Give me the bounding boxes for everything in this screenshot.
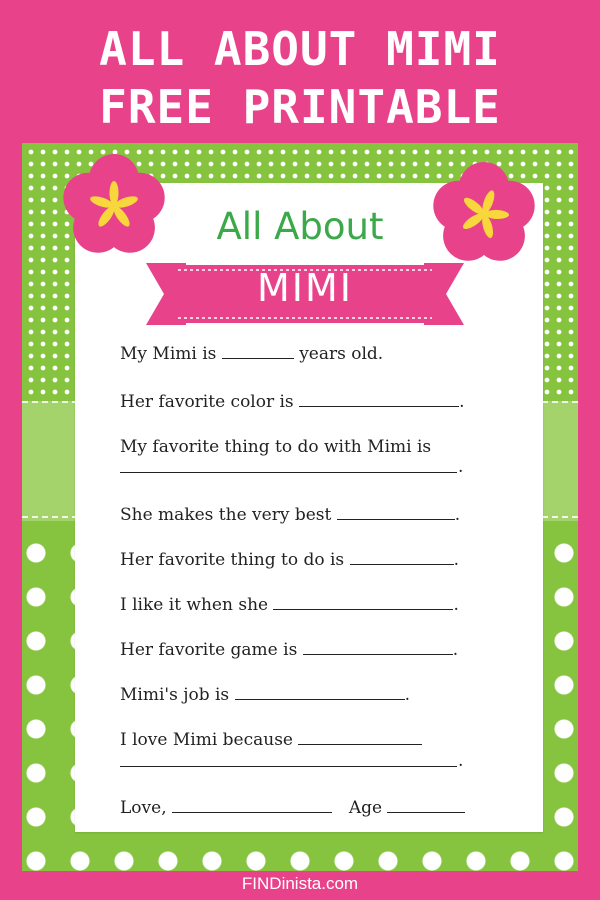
like-when-blank[interactable] — [273, 608, 453, 610]
banner-title-line-1: ALL ABOUT MIMI — [99, 22, 501, 76]
ribbon-name: MIMI — [257, 266, 353, 310]
prompt-thing-with — [120, 437, 431, 457]
period: . — [458, 751, 464, 771]
makes-best-blank[interactable] — [337, 518, 455, 520]
age-blank[interactable] — [222, 357, 294, 359]
prompt-love-because — [120, 730, 422, 750]
prompt-color-label: Her favorite color is — [120, 392, 294, 412]
flower-icon — [428, 158, 540, 270]
prompt-like-when-label: I like it when she — [120, 595, 269, 615]
favorite-thing-blank[interactable] — [350, 563, 454, 565]
prompt-favorite-game-label: Her favorite game is — [120, 640, 298, 660]
prompt-favorite-thing-label: Her favorite thing to do is — [120, 550, 345, 570]
love-because-blank[interactable] — [298, 743, 422, 745]
age-label: Age — [348, 798, 383, 818]
banner-title-line-2: FREE PRINTABLE — [99, 80, 501, 134]
prompt-age-label: My Mimi is — [120, 344, 217, 364]
prompt-favorite-game — [120, 640, 458, 660]
love-name-blank[interactable] — [172, 811, 332, 813]
prompt-age — [120, 344, 383, 364]
favorite-game-blank[interactable] — [303, 653, 453, 655]
thing-with-blank[interactable] — [120, 472, 457, 473]
love-label: Love, — [120, 798, 167, 818]
period: . — [458, 457, 464, 477]
period: . — [452, 640, 459, 660]
prompt-thing-with-label: My favorite thing to do with Mimi is — [120, 437, 432, 457]
sheet-heading: All About — [216, 205, 384, 248]
period: . — [404, 685, 410, 705]
prompt-makes-best — [120, 505, 460, 525]
love-because-second-blank[interactable] — [120, 766, 457, 767]
prompt-job — [120, 685, 410, 705]
prompt-makes-best-label: She makes the very best — [120, 505, 332, 525]
signature-age-blank[interactable] — [387, 811, 465, 813]
footer-site: FINDinista.com — [241, 874, 359, 893]
color-blank[interactable] — [299, 405, 459, 407]
prompt-like-when — [120, 595, 459, 615]
period: . — [459, 392, 465, 412]
prompt-favorite-thing — [120, 550, 459, 570]
signature-line — [120, 798, 465, 818]
prompt-job-label: Mimi's job is — [120, 685, 230, 705]
flower-icon — [58, 150, 170, 262]
prompt-love-because-label: I love Mimi because — [120, 730, 293, 750]
period: . — [453, 595, 459, 615]
period: . — [454, 505, 461, 525]
prompt-age-suffix: years old. — [299, 344, 384, 364]
period: . — [453, 550, 459, 570]
job-blank[interactable] — [235, 698, 405, 700]
prompt-color — [120, 392, 464, 412]
